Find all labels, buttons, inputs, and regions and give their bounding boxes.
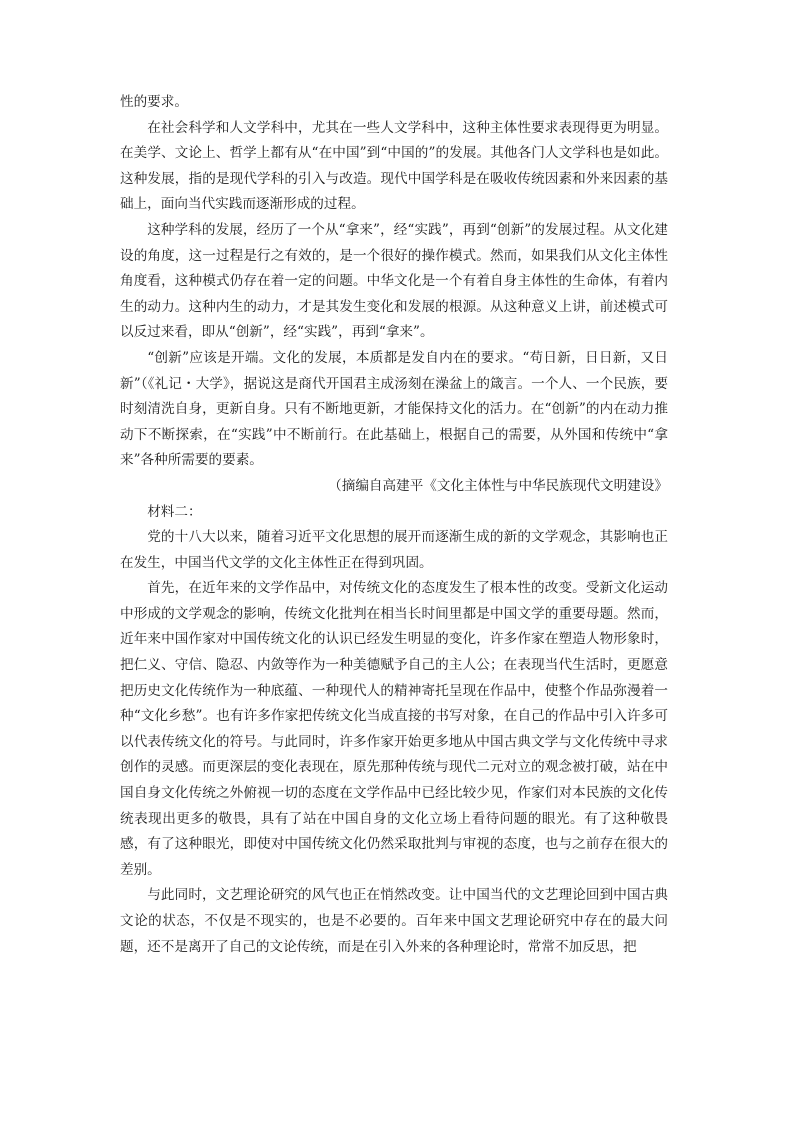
- paragraph: 在社会科学和人文学科中，尤其在一些人文学科中，这种主体性要求表现得更为明显。在美学、文论上、哲学上都有从“在中国”到“中国的”的发展。其他各门人文学科也是如此。这种发展，指的是现代学科的引入与改造。现代中国学科是在吸收传统因素和外来因素的基础上，面向当代实践而逐渐形成的过程。: [120, 119, 668, 213]
- continuation-text: 性的要求。: [120, 94, 188, 110]
- paragraph: 这种学科的发展，经历了一个从“拿来”，经“实践”，再到“创新”的发展过程。从文化建设的角度，这一过程是行之有效的，是一个很好的操作模式。然而，如果我们从文化主体性角度看，这种模式仍存在着一定的问题。中华文化是一个有着自身主体性的生命体，有着内生的动力。这种内生的动力，才是其发生变化和发展的根源。从这种意义上讲，前述模式可以反过来看，即从“创新”，经“实践”，再到“拿来”。: [120, 221, 668, 341]
- paragraph: 党的十八大以来，随着习近平文化思想的展开而逐渐生成的新的文学观念，其影响也正在发生，中国当代文学的文化主体性正在得到巩固。: [120, 529, 668, 571]
- paragraph: 与此同时，文艺理论研究的风气也正在悄然改变。让中国当代的文艺理论回到中国古典文论的状态，不仅是不现实的，也是不必要的。百年来中国文艺理论研究中存在的最大问题，还不是离开了自己的文论传统，而是在引入外来的各种理论时，常常不加反思，把: [120, 887, 668, 955]
- material-label: 材料二：: [147, 503, 202, 520]
- source-citation: （摘编自高建平《文化主体性与中华民族现代文明建设》: [328, 477, 668, 494]
- paragraph: “创新”应该是开端。文化的发展，本质都是发自内在的要求。“苟日新，日日新，又日新”（《礼记・大学》，据说这是商代开国君主成汤刻在澡盆上的箴言。一个人、一个民族，要时刻清洗自身，更新自身。只有不断地更新，才能保持文化的活力。在“创新”的内在动力推动下不断探索，在“实践”中不断前行。在此基础上，根据自己的需要，从外国和传统中“拿来”各种所需要的要素。: [120, 349, 668, 469]
- document-page: [120, 90, 668, 960]
- paragraph: 首先，在近年来的文学作品中，对传统文化的态度发生了根本性的改变。受新文化运动中形成的文学观念的影响，传统文化批判在相当长时间里都是中国文学的重要母题。然而，近年来中国作家对中国传统文化的认识已经发生明显的变化，许多作家在塑造人物形象时，把仁义、守信、隐忍、内敛等作为一种美德赋予自己的主人公；在表现当代生活时，更愿意把历史文化传统作为一种底蕴、一种现代人的精神寄托呈现在作品中，使整个作品弥漫着一种“文化乡愁”。也有许多作家把传统文化当成直接的书写对象，在自己的作品中引入许多可以代表传统文化的符号。与此同时，许多作家开始更多地从中国古典文学与文化传统中寻求创作的灵感。而更深层的变化表现在，原先那种传统与现代二元对立的观念被打破，站在中国自身文化传统之外俯视一切的态度在文学作品中已经比较少见，作家们对本民族的文化传统表现出更多的敬畏，具有了站在中国自身的文化立场上看待问题的眼光。有了这种敬畏感，有了这种眼光，即使对中国传统文化仍然采取批判与审视的态度，也与之前存在很大的差别。: [120, 580, 668, 878]
